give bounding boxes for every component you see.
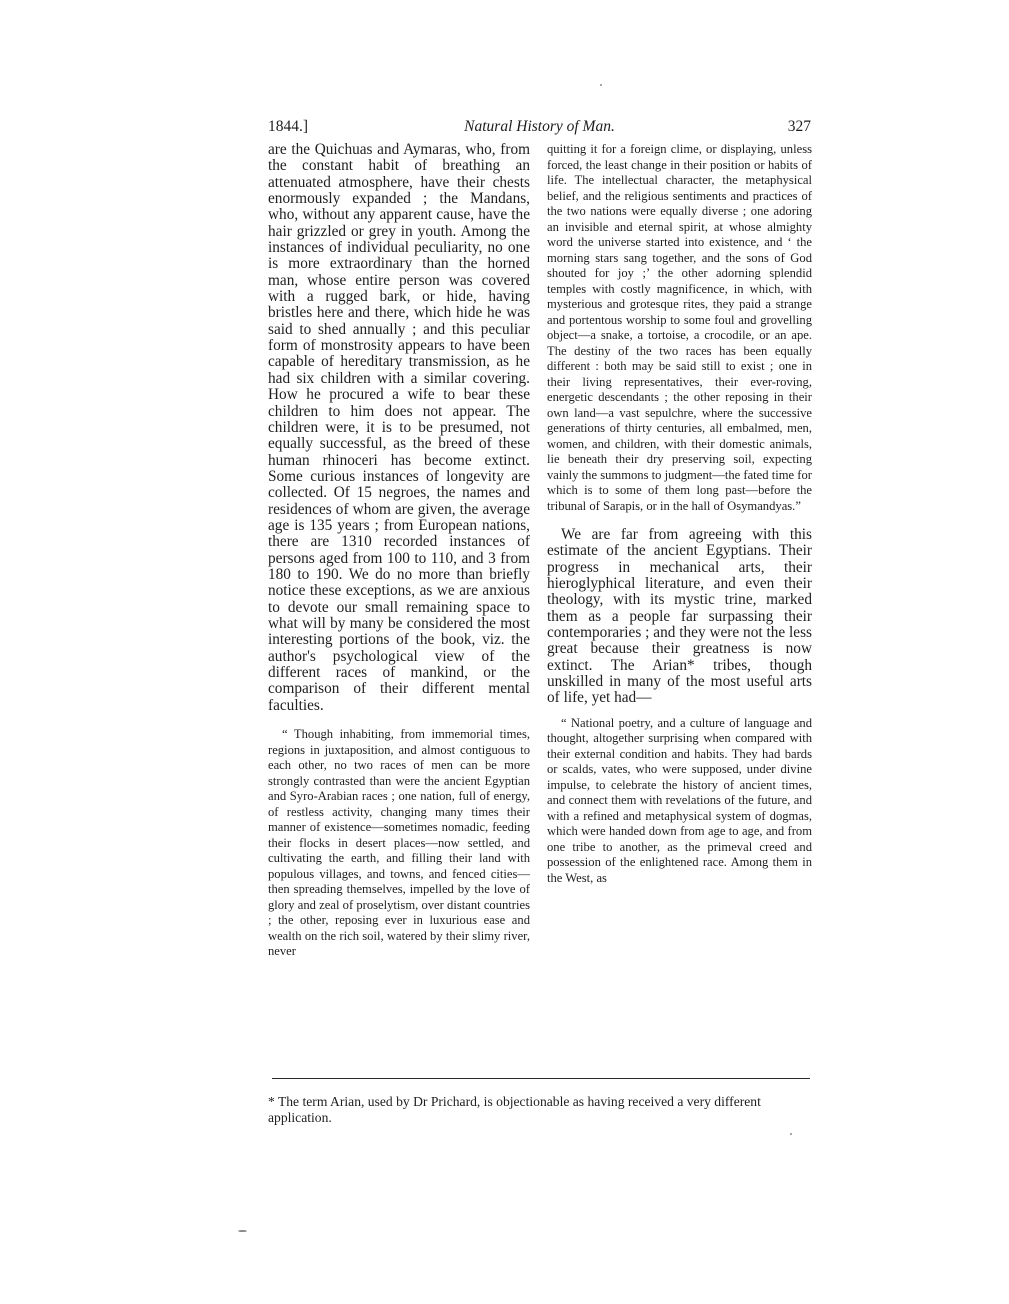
paper-speck (600, 84, 602, 86)
block-quote: “ National poetry, and a culture of language and thought, altogether surprising when compared with their external condition and habits. They had bards or scalds, vates, who were supposed, under divine impulse, to celebrate the history of ancient times, and connect them with revelations of the future, and with a refined and metaphysical system of dogmas, which were handed down from age to age, and from one tribe to another, as the primeval creed and possession of the enlightened race. Among them in the West, as (547, 715, 812, 885)
block-quote-continued: quitting it for a foreign clime, or displaying, unless forced, the least change in their position or habits of life. The intellectual character, the metaphysical belief, and the religious sentiments and practices of the two nations were equally diverse ; one adoring an invisible and eternal spirit, at whose almighty word the universe started into existence, and ‘ the morning stars sang together, and the sons of God shouted for joy ;’ the other adorning splendid temples with costly magnificence, in which, with mysterious and grotesque rites, they paid a strange and portentous worship to some foul and grovelling object—a snake, a tortoise, a crocodile, or an ape. The destiny of the two races has been equally different : both may be said still to exist ; one in their living representatives, their ever-roving, energetic descendants ; the other reposing in their own land—a vast sepulchre, where the successive generations of thirty centuries, all embalmed, men, women, and children, with their domestic animals, lie beneath their dry preserving soil, expecting vainly the summons to judgment—the fated time for which is to some of them long past—before the tribunal of Sarapis, or in the hall of Osymandyas.” (547, 142, 812, 513)
running-header (268, 118, 811, 140)
paper-speck (238, 1230, 247, 1232)
block-quote: “ Though inhabiting, from immemorial times, regions in juxtaposition, and almost contiguous to each other, no two races of men can be more strongly contrasted than were the ancient Egyptian and Syro-Arabian races ; one nation, full of energy, of restless activity, changing many times their manner of existence—sometimes nomadic, feeding their flocks in desert places—now settled, and cultivating the earth, and filling their land with populous villages, and towns, and fenced cities—then spreading themselves, impelled by the love of glory and zeal of proselytism, over distant countries ; the other, reposing ever in luxurious ease and wealth on the rich soil, watered by their slimy river, never (268, 727, 530, 959)
body-paragraph: are the Quichuas and Aymaras, who, from the constant habit of breathing an attenuated atmosphere, have their chests enormously expanded ; the Mandans, who, without any apparent cause, have the hair grizzled or grey in youth. Among the instances of individual peculiarity, no one is more extraordinary than the horned man, whose entire person was covered with a rugged bark, or hide, having bristles here and there, which hide he was said to shed annually ; and this peculiar form of monstrosity appears to have been capable of hereditary transmission, as he had six children with a similar covering. How he procured a wife to bear these children to him does not appear. The children were, it is to be presumed, not equally successful, as the breed of these human rhinoceri has become extinct. Some curious instances of longevity are collected. Of 15 negroes, the names and residences of whom are given, the average age is 135 years ; from European nations, there are 1310 recorded instances of persons aged from 100 to 110, and 3 from 180 to 190. We do no more than briefly notice these exceptions, as we are anxious to devote our small remaining space to what will by many be considered the most interesting portions of the book, viz. the author's psychological view of the different races of mankind, or the comparison of their different mental faculties. (268, 141, 530, 714)
header-year: 1844.] (268, 118, 309, 135)
body-paragraph: We are far from agreeing with this estimate of the ancient Egyptians. Their progress in mechanical arts, their hieroglyphical literature, and even their theology, with its mystic trine, marked them as a people far surpassing their contemporaries ; and they were not the less great because their greatness is now extinct. The Arian* tribes, though unskilled in many of the most useful arts of life, yet had— (547, 526, 812, 707)
footnote-rule (272, 1078, 810, 1079)
header-title: Natural History of Man. (464, 118, 615, 135)
footnote: * The term Arian, used by Dr Prichard, is objectionable as having received a very different application. (268, 1094, 761, 1125)
page-number: 327 (787, 118, 811, 135)
left-column (268, 142, 530, 960)
right-column (547, 142, 812, 886)
paper-speck (790, 1133, 792, 1135)
